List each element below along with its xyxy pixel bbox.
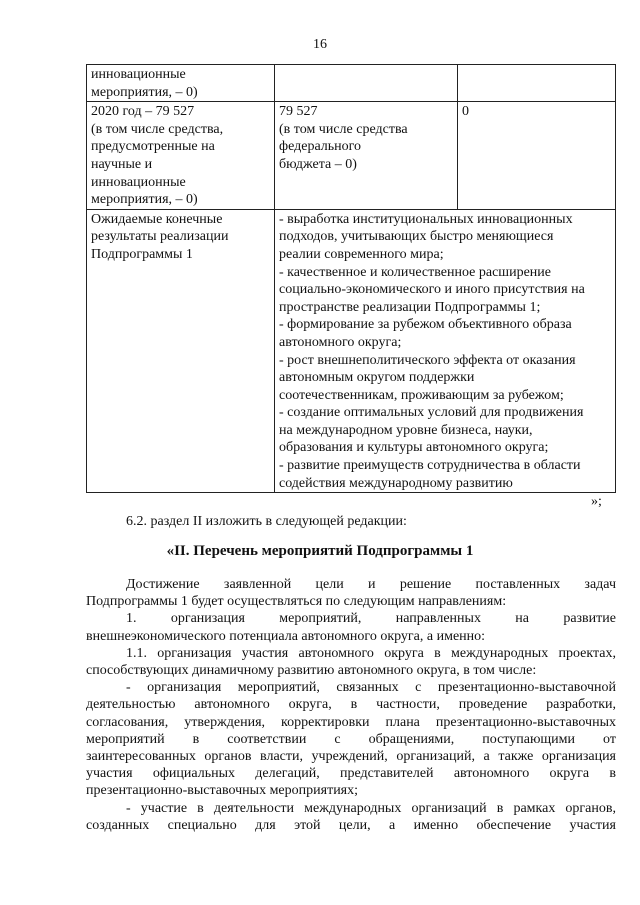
result-line: на международном уровне бизнеса, науки, <box>279 422 533 438</box>
text-line: внешнеэкономического потенциала автономного округа, а именно: <box>86 628 486 644</box>
cell-line: 2020 год – 79 527 <box>91 104 195 120</box>
result-line: автономным округом поддержки <box>279 370 475 386</box>
result-line: - рост внешнеполитического эффекта от оказания <box>279 352 576 368</box>
table-row <box>87 209 616 493</box>
section-heading: «II. Перечень мероприятий Подпрограммы 1 <box>166 543 474 559</box>
table-cell <box>87 65 275 102</box>
table-cell <box>87 209 275 493</box>
table-cell <box>87 102 275 210</box>
text-line: Достижение заявленной цели и решение поставленных задач <box>126 577 616 592</box>
result-line: - выработка институциональных инновационных <box>279 211 573 227</box>
paragraph <box>86 576 616 610</box>
cell-line: мероприятия, – 0) <box>91 84 198 100</box>
result-line: содействия международному развитию <box>279 475 513 491</box>
result-line: реалии современного мира; <box>279 246 444 262</box>
result-line: соотечественникам, проживающим за рубежом; <box>279 387 564 403</box>
text-line: Подпрограммы 1 будет осуществляться по следующим направлениям: <box>86 594 507 610</box>
text-line: презентационно-выставочных мероприятиях; <box>86 783 359 799</box>
section-intro: 6.2. раздел II изложить в следующей редакции: <box>126 514 407 529</box>
paragraph <box>86 679 616 799</box>
table-row <box>87 102 616 210</box>
text-line: 1. организация мероприятий, направленных на развитие <box>126 611 616 627</box>
text-line: мероприятий в соответствии с обращениями, поступающими от <box>86 731 616 747</box>
result-line: образования и культуры автономного округа; <box>279 440 549 456</box>
cell-line: (в том числе средства <box>279 121 408 137</box>
cell-line: 79 527 <box>279 104 318 120</box>
paragraph <box>86 610 616 644</box>
text-line: участия официальных делегаций, представителей автономного округа в <box>86 766 616 782</box>
cell-line: (в том числе средства, <box>91 121 224 137</box>
result-line: автономного округа; <box>279 334 402 350</box>
body-text <box>86 576 616 834</box>
text-line: - участие в деятельности международных организаций в рамках органов, <box>126 800 616 816</box>
cell-line: научные и <box>91 156 153 172</box>
cell-line: бюджета – 0) <box>279 156 357 172</box>
text-line: созданных специально для этой цели, а именно обеспечение участия <box>86 817 616 833</box>
paragraph <box>86 645 616 679</box>
cell-line: Подпрограммы 1 <box>91 246 193 262</box>
cell-line: мероприятия, – 0) <box>91 192 198 208</box>
result-line: социально-экономического и иного присутствия на <box>279 282 585 298</box>
cell-line: инновационные <box>91 174 186 190</box>
table-cell <box>458 65 616 102</box>
result-line: - формирование за рубежом объективного образа <box>279 317 572 333</box>
cell-line: инновационные <box>91 67 186 82</box>
table-cell <box>458 102 616 210</box>
page-number: 16 <box>313 37 327 52</box>
cell-line: федерального <box>279 139 362 155</box>
paragraph <box>86 800 616 834</box>
table-row <box>87 65 616 102</box>
text-line: 1.1. организация участия автономного округа в международных проектах, <box>126 645 616 661</box>
cell-line: предусмотренные на <box>91 139 215 155</box>
cell-line: Ожидаемые конечные <box>91 211 223 227</box>
result-line: подходов, учитывающих быстро меняющиеся <box>279 229 554 245</box>
text-line: - организация мероприятий, связанных с презентационно-выставочной <box>126 680 616 696</box>
closing-quote: »; <box>591 494 602 509</box>
expected-results-cell <box>275 209 616 493</box>
cell-line: 0 <box>462 104 469 120</box>
text-line: деятельностью автономного округа, в частности, проведение разработки, <box>86 697 616 713</box>
program-passport-table <box>86 64 616 493</box>
text-line: способствующих динамичному развитию автономного округа, в том числе: <box>86 663 537 679</box>
result-line: - качественное и количественное расширение <box>279 264 551 280</box>
text-line: заинтересованных органов власти, учреждений, организаций, а также организация <box>86 749 616 765</box>
text-line: согласования, утверждения, корректировки плана презентационно-выставочных <box>86 714 616 730</box>
table-cell <box>275 102 458 210</box>
table-cell <box>275 65 458 102</box>
result-line: пространстве реализации Подпрограммы 1; <box>279 299 541 315</box>
cell-line: результаты реализации <box>91 229 229 245</box>
result-line: - развитие преимуществ сотрудничества в области <box>279 458 581 474</box>
result-line: - создание оптимальных условий для продвижения <box>279 405 584 421</box>
